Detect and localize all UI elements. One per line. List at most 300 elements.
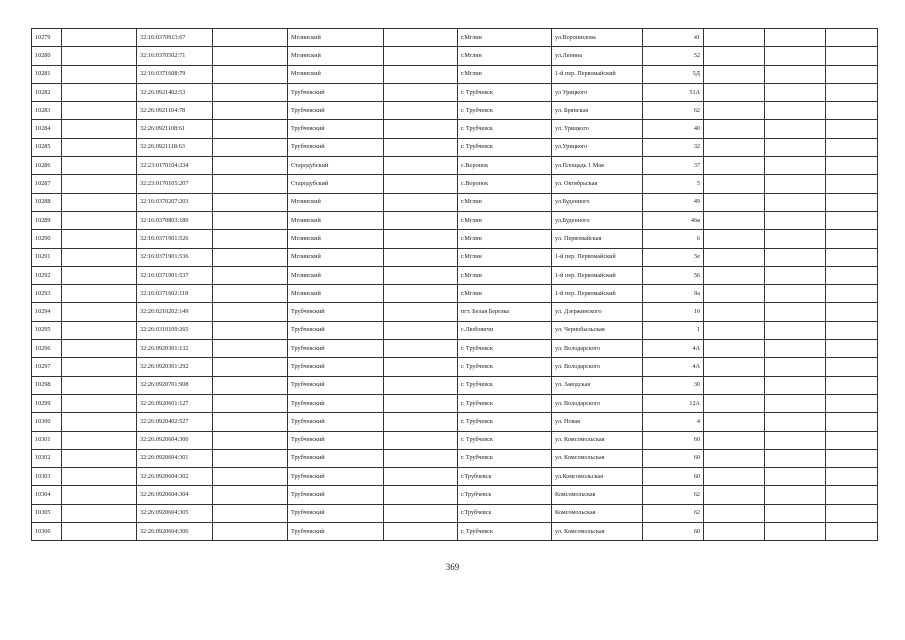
blank-col-cell — [826, 376, 878, 394]
blank-col-cell — [765, 431, 826, 449]
blank-col-cell — [384, 211, 458, 229]
blank-col-cell — [213, 449, 288, 467]
blank-col-cell — [213, 157, 288, 175]
blank-col-cell — [213, 431, 288, 449]
blank-col-cell — [765, 83, 826, 101]
blank-col-cell — [384, 65, 458, 83]
locality-cell: г.Мглин — [458, 211, 552, 229]
house-number-cell: 51А — [643, 83, 704, 101]
cadastral-number-cell: 32:26:0920604:304 — [137, 486, 213, 504]
record-number-cell: 10299 — [32, 394, 62, 412]
record-number-cell: 10303 — [32, 468, 62, 486]
house-number-cell: 40 — [643, 120, 704, 138]
house-number-cell: 37 — [643, 157, 704, 175]
blank-col-cell — [826, 193, 878, 211]
blank-col-cell — [213, 266, 288, 284]
blank-col-cell — [765, 29, 826, 47]
blank-col-cell — [213, 29, 288, 47]
blank-col-cell — [384, 413, 458, 431]
street-cell: 1-й пер. Первомайский — [552, 285, 643, 303]
district-cell: Трубчевский — [288, 138, 384, 156]
blank-col-cell — [213, 468, 288, 486]
table-row — [32, 193, 878, 211]
cadastral-number-cell: 32:26:0920701:908 — [137, 376, 213, 394]
blank-col-cell — [826, 394, 878, 412]
locality-cell: г.Трубчевск — [458, 468, 552, 486]
blank-col-cell — [384, 47, 458, 65]
cadastral-number-cell: 32:26:0920601:127 — [137, 394, 213, 412]
blank-col-cell — [213, 193, 288, 211]
blank-col-cell — [62, 523, 137, 541]
house-number-cell: 52 — [643, 47, 704, 65]
district-cell: Трубчевский — [288, 321, 384, 339]
street-cell: ул. Комсомольская — [552, 431, 643, 449]
blank-col-cell — [826, 83, 878, 101]
blank-col-cell — [704, 394, 765, 412]
blank-col-cell — [62, 47, 137, 65]
locality-cell: г. Трубчевск — [458, 120, 552, 138]
table-body — [32, 29, 878, 541]
district-cell: Трубчевский — [288, 376, 384, 394]
district-cell: Трубчевский — [288, 468, 384, 486]
street-cell: 1-й пер. Первомайский — [552, 65, 643, 83]
blank-col-cell — [765, 321, 826, 339]
table-row — [32, 449, 878, 467]
cadastral-number-cell: 32:23:0170104:234 — [137, 157, 213, 175]
blank-col-cell — [765, 102, 826, 120]
cadastral-number-cell: 32:16:0371901:536 — [137, 248, 213, 266]
blank-col-cell — [826, 65, 878, 83]
blank-col-cell — [826, 486, 878, 504]
blank-col-cell — [765, 230, 826, 248]
blank-col-cell — [765, 285, 826, 303]
blank-col-cell — [213, 102, 288, 120]
blank-col-cell — [704, 157, 765, 175]
blank-col-cell — [765, 468, 826, 486]
locality-cell: г.Мглин — [458, 248, 552, 266]
house-number-cell: 60 — [643, 431, 704, 449]
blank-col-cell — [765, 157, 826, 175]
table-row — [32, 486, 878, 504]
table-row — [32, 340, 878, 358]
blank-col-cell — [704, 248, 765, 266]
blank-col-cell — [826, 523, 878, 541]
cadastral-number-cell: 32:26:0920604:302 — [137, 468, 213, 486]
record-number-cell: 10294 — [32, 303, 62, 321]
street-cell: 1-й пер. Первомайский — [552, 248, 643, 266]
table-row — [32, 468, 878, 486]
cadastral-number-cell: 32:26:0921118:63 — [137, 138, 213, 156]
blank-col-cell — [765, 394, 826, 412]
blank-col-cell — [213, 486, 288, 504]
record-number-cell: 10301 — [32, 431, 62, 449]
locality-cell: г.Трубчевск — [458, 486, 552, 504]
blank-col-cell — [826, 431, 878, 449]
blank-col-cell — [704, 102, 765, 120]
blank-col-cell — [765, 193, 826, 211]
blank-col-cell — [826, 358, 878, 376]
blank-col-cell — [765, 449, 826, 467]
locality-cell: г.Мглин — [458, 193, 552, 211]
blank-col-cell — [826, 303, 878, 321]
district-cell: Трубчевский — [288, 431, 384, 449]
blank-col-cell — [62, 157, 137, 175]
locality-cell: г. Трубчевск — [458, 523, 552, 541]
cadastral-number-cell: 32:16:0370502:71 — [137, 47, 213, 65]
record-number-cell: 10284 — [32, 120, 62, 138]
blank-col-cell — [62, 230, 137, 248]
cadastral-number-cell: 32:26:0920604:300 — [137, 431, 213, 449]
house-number-cell: 1 — [643, 321, 704, 339]
district-cell: Трубчевский — [288, 83, 384, 101]
cadastral-number-cell: 32:26:0310109:265 — [137, 321, 213, 339]
blank-col-cell — [826, 175, 878, 193]
blank-col-cell — [213, 340, 288, 358]
locality-cell: г.Мглин — [458, 285, 552, 303]
blank-col-cell — [213, 83, 288, 101]
blank-col-cell — [826, 120, 878, 138]
blank-col-cell — [765, 523, 826, 541]
district-cell: Трубчевский — [288, 394, 384, 412]
table-row — [32, 138, 878, 156]
street-cell: 1-й пер. Первомайский — [552, 266, 643, 284]
blank-col-cell — [765, 138, 826, 156]
locality-cell: г.Трубчевск — [458, 504, 552, 522]
house-number-cell: 62 — [643, 504, 704, 522]
blank-col-cell — [704, 29, 765, 47]
blank-col-cell — [765, 340, 826, 358]
record-number-cell: 10281 — [32, 65, 62, 83]
blank-col-cell — [62, 321, 137, 339]
blank-col-cell — [62, 504, 137, 522]
blank-col-cell — [213, 65, 288, 83]
record-number-cell: 10300 — [32, 413, 62, 431]
blank-col-cell — [704, 83, 765, 101]
blank-col-cell — [62, 358, 137, 376]
street-cell: ул. Октябрьская — [552, 175, 643, 193]
blank-col-cell — [384, 340, 458, 358]
house-number-cell: 10 — [643, 303, 704, 321]
district-cell: Мглинский — [288, 248, 384, 266]
street-cell: Комсомольская — [552, 504, 643, 522]
street-cell: ул.Буденного — [552, 211, 643, 229]
table-row — [32, 120, 878, 138]
district-cell: Мглинский — [288, 193, 384, 211]
record-number-cell: 10289 — [32, 211, 62, 229]
district-cell: Трубчевский — [288, 358, 384, 376]
blank-col-cell — [62, 413, 137, 431]
record-number-cell: 10279 — [32, 29, 62, 47]
locality-cell: с.Любовичи — [458, 321, 552, 339]
blank-col-cell — [704, 504, 765, 522]
blank-col-cell — [826, 248, 878, 266]
blank-col-cell — [384, 157, 458, 175]
house-number-cell: 4А — [643, 340, 704, 358]
cadastral-number-cell: 32:16:0371901:526 — [137, 230, 213, 248]
blank-col-cell — [765, 376, 826, 394]
locality-cell: г. Трубчевск — [458, 138, 552, 156]
locality-cell: г. Трубчевск — [458, 102, 552, 120]
blank-col-cell — [826, 321, 878, 339]
street-cell: ул.Комсомольская — [552, 468, 643, 486]
blank-col-cell — [213, 358, 288, 376]
table-row — [32, 29, 878, 47]
table-row — [32, 413, 878, 431]
blank-col-cell — [384, 102, 458, 120]
blank-col-cell — [704, 193, 765, 211]
locality-cell: г.Мглин — [458, 230, 552, 248]
district-cell: Стародубский — [288, 157, 384, 175]
blank-col-cell — [384, 285, 458, 303]
district-cell: Стародубский — [288, 175, 384, 193]
street-cell: ул. Володарского — [552, 358, 643, 376]
table-row — [32, 211, 878, 229]
blank-col-cell — [704, 175, 765, 193]
record-number-cell: 10291 — [32, 248, 62, 266]
house-number-cell: 32 — [643, 138, 704, 156]
blank-col-cell — [826, 266, 878, 284]
blank-col-cell — [704, 285, 765, 303]
table-row — [32, 523, 878, 541]
blank-col-cell — [704, 431, 765, 449]
district-cell: Трубчевский — [288, 303, 384, 321]
cadastral-number-cell: 32:16:0371901:537 — [137, 266, 213, 284]
table-row — [32, 230, 878, 248]
district-cell: Мглинский — [288, 65, 384, 83]
blank-col-cell — [384, 83, 458, 101]
record-number-cell: 10290 — [32, 230, 62, 248]
blank-col-cell — [826, 468, 878, 486]
street-cell: ул.Урицкого — [552, 138, 643, 156]
street-cell: ул Урицкого — [552, 83, 643, 101]
blank-col-cell — [62, 211, 137, 229]
blank-col-cell — [62, 266, 137, 284]
blank-col-cell — [765, 504, 826, 522]
blank-col-cell — [62, 394, 137, 412]
locality-cell: г. Трубчевск — [458, 340, 552, 358]
cadastral-number-cell: 32:16:0371608:79 — [137, 65, 213, 83]
blank-col-cell — [704, 413, 765, 431]
blank-col-cell — [765, 47, 826, 65]
blank-col-cell — [704, 358, 765, 376]
street-cell: ул. Заводская — [552, 376, 643, 394]
table-row — [32, 65, 878, 83]
blank-col-cell — [213, 211, 288, 229]
blank-col-cell — [704, 138, 765, 156]
district-cell: Трубчевский — [288, 120, 384, 138]
table-row — [32, 248, 878, 266]
blank-col-cell — [704, 321, 765, 339]
house-number-cell: 62 — [643, 486, 704, 504]
record-number-cell: 10283 — [32, 102, 62, 120]
table-row — [32, 102, 878, 120]
table-row — [32, 47, 878, 65]
district-cell: Трубчевский — [288, 102, 384, 120]
blank-col-cell — [62, 65, 137, 83]
blank-col-cell — [213, 413, 288, 431]
cadastral-number-cell: 32:26:0920301:132 — [137, 340, 213, 358]
locality-cell: г. Трубчевск — [458, 394, 552, 412]
blank-col-cell — [384, 523, 458, 541]
blank-col-cell — [826, 138, 878, 156]
blank-col-cell — [384, 449, 458, 467]
locality-cell: г. Трубчевск — [458, 376, 552, 394]
blank-col-cell — [704, 376, 765, 394]
blank-col-cell — [765, 303, 826, 321]
street-cell: ул. Володарского — [552, 340, 643, 358]
district-cell: Мглинский — [288, 29, 384, 47]
street-cell: ул.Буденного — [552, 193, 643, 211]
house-number-cell: 60 — [643, 449, 704, 467]
district-cell: Мглинский — [288, 266, 384, 284]
district-cell: Трубчевский — [288, 340, 384, 358]
table-row — [32, 266, 878, 284]
cadastral-number-cell: 32:26:0920604:305 — [137, 504, 213, 522]
house-number-cell: 9а — [643, 285, 704, 303]
blank-col-cell — [213, 376, 288, 394]
blank-col-cell — [765, 266, 826, 284]
blank-col-cell — [62, 175, 137, 193]
page-number: 369 — [445, 562, 460, 572]
house-number-cell: 4 — [643, 413, 704, 431]
street-cell: ул. Первомайская — [552, 230, 643, 248]
blank-col-cell — [213, 321, 288, 339]
blank-col-cell — [826, 413, 878, 431]
blank-col-cell — [384, 248, 458, 266]
locality-cell: г. Трубчевск — [458, 413, 552, 431]
house-number-cell: 62 — [643, 102, 704, 120]
blank-col-cell — [384, 468, 458, 486]
blank-col-cell — [765, 175, 826, 193]
locality-cell: г. Трубчевск — [458, 449, 552, 467]
cadastral-number-cell: 32:26:0921108:61 — [137, 120, 213, 138]
blank-col-cell — [384, 175, 458, 193]
blank-col-cell — [384, 303, 458, 321]
record-number-cell: 10306 — [32, 523, 62, 541]
blank-col-cell — [62, 449, 137, 467]
blank-col-cell — [384, 193, 458, 211]
table-row — [32, 303, 878, 321]
record-number-cell: 10296 — [32, 340, 62, 358]
locality-cell: г.Мглин — [458, 65, 552, 83]
table-row — [32, 285, 878, 303]
blank-col-cell — [704, 303, 765, 321]
record-number-cell: 10282 — [32, 83, 62, 101]
blank-col-cell — [62, 83, 137, 101]
blank-col-cell — [62, 486, 137, 504]
blank-col-cell — [384, 358, 458, 376]
street-cell: ул.Ворошилова — [552, 29, 643, 47]
district-cell: Трубчевский — [288, 504, 384, 522]
blank-col-cell — [213, 248, 288, 266]
locality-cell: г.Мглин — [458, 47, 552, 65]
district-cell: Трубчевский — [288, 449, 384, 467]
blank-col-cell — [826, 285, 878, 303]
blank-col-cell — [765, 413, 826, 431]
cadastral-number-cell: 32:26:0920301:292 — [137, 358, 213, 376]
blank-col-cell — [213, 285, 288, 303]
table-row — [32, 376, 878, 394]
locality-cell: г. Трубчевск — [458, 83, 552, 101]
blank-col-cell — [384, 376, 458, 394]
blank-col-cell — [384, 29, 458, 47]
blank-col-cell — [213, 47, 288, 65]
blank-col-cell — [765, 65, 826, 83]
house-number-cell: 6 — [643, 230, 704, 248]
record-number-cell: 10285 — [32, 138, 62, 156]
record-number-cell: 10305 — [32, 504, 62, 522]
blank-col-cell — [213, 120, 288, 138]
cadastral-number-cell: 32:26:0921402:53 — [137, 83, 213, 101]
house-number-cell: 49 — [643, 193, 704, 211]
cadastral-number-cell: 32:16:0370803:180 — [137, 211, 213, 229]
blank-col-cell — [704, 340, 765, 358]
blank-col-cell — [765, 486, 826, 504]
blank-col-cell — [213, 523, 288, 541]
blank-col-cell — [826, 157, 878, 175]
house-number-cell: 4А — [643, 358, 704, 376]
street-cell: ул.Площадь 1 Мая — [552, 157, 643, 175]
record-number-cell: 10302 — [32, 449, 62, 467]
blank-col-cell — [62, 303, 137, 321]
blank-col-cell — [384, 504, 458, 522]
blank-col-cell — [62, 340, 137, 358]
blank-col-cell — [62, 193, 137, 211]
cadastral-number-cell: 32:26:0921104:78 — [137, 102, 213, 120]
street-cell: ул. Новая — [552, 413, 643, 431]
record-number-cell: 10288 — [32, 193, 62, 211]
house-number-cell: 5Д — [643, 65, 704, 83]
district-cell: Мглинский — [288, 285, 384, 303]
blank-col-cell — [704, 120, 765, 138]
house-number-cell: 30 — [643, 376, 704, 394]
blank-col-cell — [384, 431, 458, 449]
house-number-cell: 56 — [643, 266, 704, 284]
blank-col-cell — [704, 230, 765, 248]
blank-col-cell — [826, 340, 878, 358]
street-cell: ул. Дзержинского — [552, 303, 643, 321]
table-row — [32, 431, 878, 449]
blank-col-cell — [62, 376, 137, 394]
blank-col-cell — [62, 248, 137, 266]
blank-col-cell — [826, 230, 878, 248]
table-row — [32, 358, 878, 376]
blank-col-cell — [213, 303, 288, 321]
cadastral-number-cell: 32:26:0210202:149 — [137, 303, 213, 321]
street-cell: ул. Урицкого — [552, 120, 643, 138]
locality-cell: с.Воронок — [458, 175, 552, 193]
blank-col-cell — [765, 120, 826, 138]
blank-col-cell — [765, 358, 826, 376]
blank-col-cell — [765, 211, 826, 229]
house-number-cell: 46в — [643, 211, 704, 229]
blank-col-cell — [384, 266, 458, 284]
cadastral-number-cell: 32:16:0370207:203 — [137, 193, 213, 211]
house-number-cell: 12А — [643, 394, 704, 412]
table-row — [32, 394, 878, 412]
cadastral-number-cell: 32:26:0920402:527 — [137, 413, 213, 431]
blank-col-cell — [826, 504, 878, 522]
house-number-cell: 60 — [643, 468, 704, 486]
cadastral-number-cell: 32:26:0920604:301 — [137, 449, 213, 467]
table-row — [32, 83, 878, 101]
blank-col-cell — [704, 449, 765, 467]
table-row — [32, 321, 878, 339]
blank-col-cell — [213, 138, 288, 156]
locality-cell: г.Мглин — [458, 266, 552, 284]
locality-cell: г. Трубчевск — [458, 358, 552, 376]
record-number-cell: 10304 — [32, 486, 62, 504]
